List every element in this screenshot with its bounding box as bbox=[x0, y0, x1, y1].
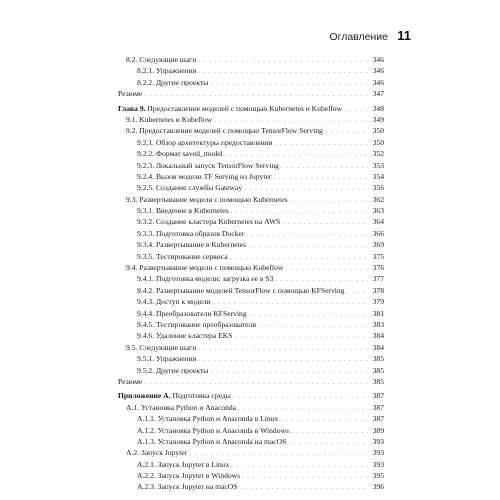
toc-entry[interactable] bbox=[118, 251, 384, 262]
table-of-contents bbox=[118, 54, 384, 493]
toc-entry[interactable] bbox=[118, 353, 384, 364]
toc-entry-title bbox=[137, 413, 278, 424]
toc-page-number: 381 bbox=[372, 308, 384, 318]
dot-leader bbox=[246, 230, 368, 241]
toc-page-number: 375 bbox=[372, 251, 384, 261]
dot-leader bbox=[273, 173, 368, 184]
toc-entry-title bbox=[137, 160, 279, 171]
dot-leader bbox=[274, 139, 368, 150]
toc-entry-title bbox=[137, 470, 240, 481]
toc-entry-title bbox=[137, 148, 223, 159]
toc-page-number: 346 bbox=[372, 55, 384, 64]
toc-entry-text: 9.5. Следующие шаги bbox=[126, 342, 197, 352]
toc-entry[interactable] bbox=[118, 319, 384, 330]
toc-entry-text: 9.3.5. Тестирование сервиса bbox=[137, 251, 228, 261]
toc-entry-title bbox=[137, 137, 272, 148]
dot-leader bbox=[234, 332, 368, 343]
toc-entry[interactable] bbox=[118, 54, 384, 65]
toc-entry-text: 9.5.1. Упражнения bbox=[137, 354, 197, 364]
dot-leader bbox=[144, 378, 368, 389]
dot-leader bbox=[231, 461, 368, 472]
toc-entry-title bbox=[126, 402, 236, 413]
toc-page-number: 387 bbox=[372, 391, 384, 401]
toc-entry-title bbox=[137, 251, 228, 262]
toc-page-number: 349 bbox=[372, 114, 384, 124]
toc-entry-title bbox=[126, 447, 187, 458]
toc-entry-text: 9.3.2. Создание кластера Kubernetes на AWS bbox=[137, 217, 281, 227]
toc-entry-text: А.2.2. Запуск Jupyter в Windows bbox=[137, 471, 241, 481]
toc-entry[interactable] bbox=[118, 481, 384, 492]
toc-entry-title bbox=[137, 77, 208, 88]
toc-entry[interactable] bbox=[118, 436, 384, 447]
toc-page-number: 353 bbox=[372, 160, 384, 170]
toc-entry[interactable] bbox=[118, 447, 384, 458]
toc-entry[interactable] bbox=[118, 459, 384, 470]
toc-entry[interactable] bbox=[118, 425, 384, 436]
toc-page-number: 376 bbox=[372, 263, 384, 273]
toc-entry-title bbox=[137, 285, 344, 296]
toc-entry-text: 8.2.1. Упражнения bbox=[137, 66, 197, 76]
toc-entry-text: 9.3. Развертывание модели с помощью Kubernetes bbox=[126, 194, 288, 204]
toc-page-number: 369 bbox=[372, 240, 384, 250]
toc-entry-title bbox=[137, 481, 238, 492]
toc-chapter-entry[interactable] bbox=[118, 103, 384, 114]
toc-entry[interactable] bbox=[118, 160, 384, 171]
toc-entry-title bbox=[137, 239, 246, 250]
toc-entry-title bbox=[126, 54, 196, 65]
dot-leader bbox=[290, 196, 368, 207]
toc-page-number: 377 bbox=[372, 274, 384, 284]
dot-leader bbox=[288, 438, 368, 449]
toc-entry[interactable] bbox=[118, 239, 384, 250]
toc-entry-title bbox=[137, 319, 256, 330]
toc-entry[interactable] bbox=[118, 285, 384, 296]
toc-page-number: 389 bbox=[372, 425, 384, 435]
dot-leader bbox=[210, 367, 368, 378]
toc-page-number: 350 bbox=[372, 126, 384, 136]
toc-entry-text: 9.2.5. Создание службы Gateway bbox=[137, 183, 243, 193]
toc-entry-title bbox=[137, 308, 247, 319]
toc-entry-text: А.2. Запуск Jupyter bbox=[126, 448, 188, 458]
dot-leader bbox=[198, 355, 368, 366]
toc-page-number: 393 bbox=[372, 448, 384, 458]
toc-entry-text: 9.3.1. Введение в Kubernetes bbox=[137, 206, 229, 216]
toc-entry-title bbox=[126, 342, 196, 353]
toc-entry-title bbox=[137, 330, 232, 341]
toc-entry-text: А.1. Установка Python и Anaconda bbox=[126, 402, 237, 412]
toc-page-number: 348 bbox=[372, 103, 384, 113]
toc-entry[interactable] bbox=[118, 194, 384, 205]
toc-entry-title bbox=[137, 273, 273, 284]
toc-entry-title bbox=[137, 182, 242, 193]
toc-entry-text: А.1.3. Установка Python и Anaconda на macOS bbox=[137, 436, 287, 446]
toc-entry-title bbox=[126, 125, 323, 136]
toc-page-number: 347 bbox=[372, 89, 384, 99]
toc-entry[interactable] bbox=[118, 205, 384, 216]
toc-entry[interactable] bbox=[118, 365, 384, 376]
dot-leader bbox=[198, 67, 368, 78]
dot-leader bbox=[258, 321, 368, 332]
dot-leader bbox=[281, 162, 368, 173]
dot-leader bbox=[233, 392, 368, 403]
toc-entry[interactable] bbox=[118, 171, 384, 182]
toc-page-number: 362 bbox=[372, 194, 384, 204]
toc-entry[interactable] bbox=[118, 182, 384, 193]
dot-leader bbox=[198, 344, 368, 355]
dot-leader bbox=[344, 105, 368, 116]
toc-entry-text: 9.4.2. Развертывание моделей TensorFlow с помощью KFServing bbox=[137, 285, 345, 295]
toc-entry-text: 9.2.3. Локальный запуск TensorFlow Serving bbox=[137, 160, 279, 170]
toc-entry-title bbox=[137, 365, 208, 376]
toc-entry-title bbox=[137, 425, 289, 436]
dot-leader bbox=[144, 90, 368, 101]
toc-entry[interactable] bbox=[118, 88, 384, 99]
running-header-title: Оглавление bbox=[329, 31, 388, 43]
dot-leader bbox=[198, 56, 368, 67]
toc-page-number: 364 bbox=[372, 217, 384, 227]
toc-entry-title bbox=[137, 459, 229, 470]
toc-entry-text: 9.2. Предоставление моделей с помощью TensorFlow Serving bbox=[126, 126, 323, 136]
toc-entry-text: 9.4.3. Доступ к модели bbox=[137, 297, 211, 307]
toc-entry[interactable] bbox=[118, 376, 384, 387]
dot-leader bbox=[242, 472, 368, 483]
toc-entry[interactable] bbox=[118, 125, 384, 136]
toc-page-number: 356 bbox=[372, 183, 384, 193]
toc-entry[interactable] bbox=[118, 402, 384, 413]
toc-page-number: 366 bbox=[372, 228, 384, 238]
dot-leader bbox=[249, 310, 368, 321]
dot-leader bbox=[291, 427, 368, 438]
toc-page-number: 352 bbox=[372, 149, 384, 159]
toc-page-number: 393 bbox=[372, 459, 384, 469]
toc-page-number: 378 bbox=[372, 285, 384, 295]
toc-page-number: 387 bbox=[372, 414, 384, 424]
toc-page-number: 384 bbox=[372, 342, 384, 352]
toc-entry[interactable] bbox=[118, 228, 384, 239]
toc-page-number: 383 bbox=[372, 319, 384, 329]
toc-page-number: 387 bbox=[372, 402, 384, 412]
dot-leader bbox=[285, 264, 368, 275]
toc-entry-title bbox=[118, 88, 142, 99]
toc-page-number: 385 bbox=[372, 376, 384, 386]
toc-entry[interactable] bbox=[118, 413, 384, 424]
toc-entry-text: А.2.1. Запуск Jupyter в Linux bbox=[137, 459, 230, 469]
toc-entry-text: 9.2.1. Обзор архитектуры предоставления bbox=[137, 137, 273, 147]
toc-page-number: 350 bbox=[372, 137, 384, 147]
toc-entry-text: Резюме bbox=[118, 89, 143, 99]
toc-page-number: 395 bbox=[372, 471, 384, 481]
toc-entry-title bbox=[137, 65, 196, 76]
toc-entry-text: 9.4.5. Тестирование преобразователя bbox=[137, 319, 256, 329]
toc-entry-text: 9.4.4. Преобразователи KFServing bbox=[137, 308, 247, 318]
toc-entry-title bbox=[137, 296, 211, 307]
toc-entry-text: 8.2.2. Другие проекты bbox=[137, 77, 209, 87]
dot-leader bbox=[280, 415, 368, 426]
dot-leader bbox=[240, 483, 368, 494]
toc-entry-text: 9.3.3. Подготовка образов Docker bbox=[137, 228, 245, 238]
toc-entry-text: 9.2.2. Формат saved_model bbox=[137, 149, 223, 159]
toc-entry-text: 9.4. Развертывание модели с помощью Kubeflow bbox=[126, 263, 284, 273]
toc-entry[interactable] bbox=[118, 77, 384, 88]
toc-entry-title bbox=[137, 436, 286, 447]
toc-entry[interactable] bbox=[118, 262, 384, 273]
toc-entry[interactable] bbox=[118, 308, 384, 319]
toc-entry-text: 9.3.4. Развертывание в Kubernetes bbox=[137, 240, 246, 250]
toc-entry[interactable] bbox=[118, 273, 384, 284]
toc-chapter-label: Приложение А. bbox=[118, 391, 171, 401]
page-number: 11 bbox=[397, 28, 411, 43]
dot-leader bbox=[325, 127, 368, 138]
toc-entry[interactable] bbox=[118, 330, 384, 341]
toc-chapter-label: Глава 9. bbox=[118, 103, 146, 113]
toc-entry[interactable] bbox=[118, 342, 384, 353]
toc-entry-title bbox=[118, 376, 142, 387]
toc-entry-text: 8.2. Следующие шаги bbox=[126, 55, 197, 64]
toc-entry-text: А.2.3. Запуск Jupyter на macOS bbox=[137, 482, 238, 492]
toc-entry-title bbox=[137, 228, 244, 239]
toc-entry[interactable] bbox=[118, 114, 384, 125]
toc-entry-title bbox=[137, 353, 196, 364]
toc-entry-text: 9.4.6. Удаление кластера EKS bbox=[137, 331, 233, 341]
toc-page-number: 354 bbox=[372, 171, 384, 181]
toc-entry-title bbox=[126, 114, 212, 125]
toc-entry-text: 9.4.1. Подготовка модели: загрузка ее в S3 bbox=[137, 274, 274, 284]
toc-entry-text: Подготовка среды bbox=[170, 391, 231, 401]
toc-entry-title bbox=[137, 216, 280, 227]
toc-entry-title bbox=[137, 205, 229, 216]
dot-leader bbox=[210, 79, 368, 90]
toc-entry-title bbox=[118, 103, 342, 114]
dot-leader bbox=[248, 241, 368, 252]
dot-leader bbox=[282, 218, 368, 229]
toc-page-number: 346 bbox=[372, 66, 384, 76]
toc-entry-text: А.1.1. Установка Python и Anaconda в Linux bbox=[137, 414, 279, 424]
toc-page-number: 363 bbox=[372, 206, 384, 216]
toc-entry[interactable] bbox=[118, 470, 384, 481]
toc-entry[interactable] bbox=[118, 137, 384, 148]
toc-entry-title bbox=[137, 171, 271, 182]
toc-chapter-entry[interactable] bbox=[118, 390, 384, 401]
toc-page-number: 379 bbox=[372, 297, 384, 307]
toc-entry-text: 9.5.2. Другие проекты bbox=[137, 365, 209, 375]
toc-page-number: 384 bbox=[372, 331, 384, 341]
toc-entry-text: 9.2.4. Вызов модели TF Serving из Jupyter bbox=[137, 171, 272, 181]
toc-entry-text: 9.1. Kubernetes и Kubeflow bbox=[126, 114, 213, 124]
toc-page-number: 396 bbox=[372, 482, 384, 492]
toc-entry-title bbox=[126, 262, 283, 273]
toc-page-number: 385 bbox=[372, 365, 384, 375]
toc-entry[interactable] bbox=[118, 216, 384, 227]
dot-leader bbox=[346, 287, 368, 298]
toc-entry[interactable] bbox=[118, 65, 384, 76]
toc-entry[interactable] bbox=[118, 148, 384, 159]
toc-entry[interactable] bbox=[118, 296, 384, 307]
toc-entry-title bbox=[126, 194, 288, 205]
toc-page-number: 385 bbox=[372, 354, 384, 364]
toc-entry-text: Предоставление моделей с помощью Kubernetes и Kubeflow bbox=[145, 103, 343, 113]
toc-page-number: 393 bbox=[372, 436, 384, 446]
toc-entry-title bbox=[118, 390, 231, 401]
toc-page-number: 346 bbox=[372, 77, 384, 87]
toc-entry-text: Резюме bbox=[118, 376, 143, 386]
toc-entry-text: А.1.2. Установка Python и Anaconda в Windows bbox=[137, 425, 289, 435]
